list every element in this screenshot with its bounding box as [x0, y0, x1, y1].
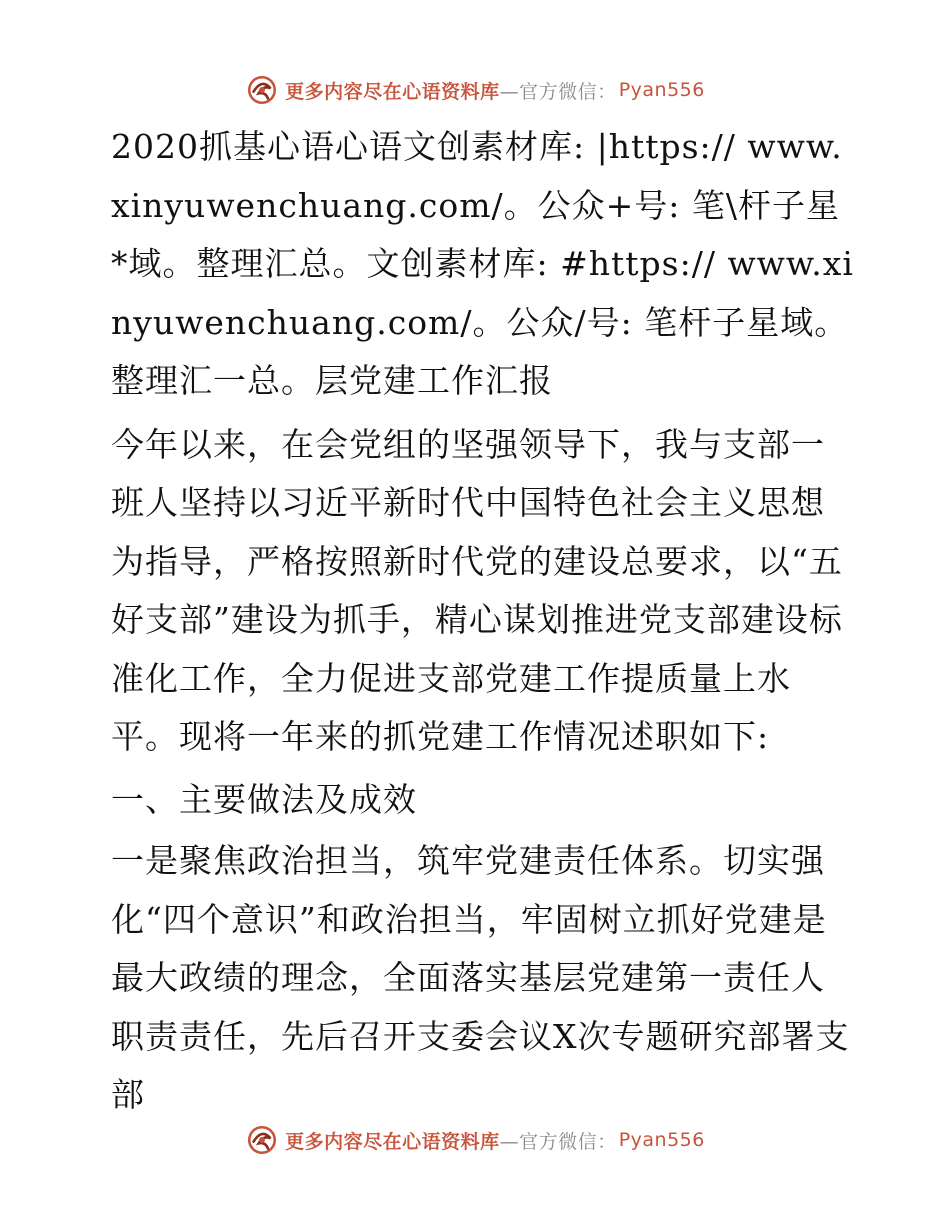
red-swirl-logo-icon	[245, 1123, 279, 1157]
banner-wechat-id: Pyan556	[618, 79, 705, 101]
banner-brand-text: 更多内容尽在心语资料库	[285, 80, 500, 103]
paragraph-intro: 2020抓基心语心语文创素材库: |https:// www.xinyuwenchuang.com/。公众+号: 笔\杆子星*域。整理汇总。文创素材库: #https:// www.xinyuwenchuang.com/。公众/号: 笔杆子星域。整理汇一总。层党建工作汇报	[111, 127, 854, 400]
watermark-banner-bottom	[0, 1120, 950, 1160]
paragraph-overview: 今年以来，在会党组的坚强领导下，我与支部一班人坚持以习近平新时代中国特色社会主义思想为指导，严格按照新时代党的建设总要求，以“五好支部”建设为抓手，精心谋划推进党支部建设标准化工作，全力促进支部党建工作提质量上水平。现将一年来的抓党建工作情况述职如下:	[111, 424, 843, 756]
section-heading: 一、主要做法及成效	[111, 779, 417, 819]
banner-wechat-id: Pyan556	[618, 1129, 705, 1151]
banner-separator-text: —官方微信：	[499, 80, 617, 103]
banner-brand-text: 更多内容尽在心语资料库	[285, 1130, 500, 1153]
watermark-banner-top	[0, 70, 950, 110]
banner-separator-text: —官方微信：	[499, 1130, 617, 1153]
paragraph-point-one: 一是聚焦政治担当，筑牢党建责任体系。切实强化“四个意识”和政治担当，牢固树立抓好党建是最大政绩的理念，全面落实基层党建第一责任人职责责任，先后召开支委会议X次专题研究部署支部	[111, 841, 850, 1114]
red-swirl-logo-icon	[245, 73, 279, 107]
document-body	[97, 118, 857, 1125]
